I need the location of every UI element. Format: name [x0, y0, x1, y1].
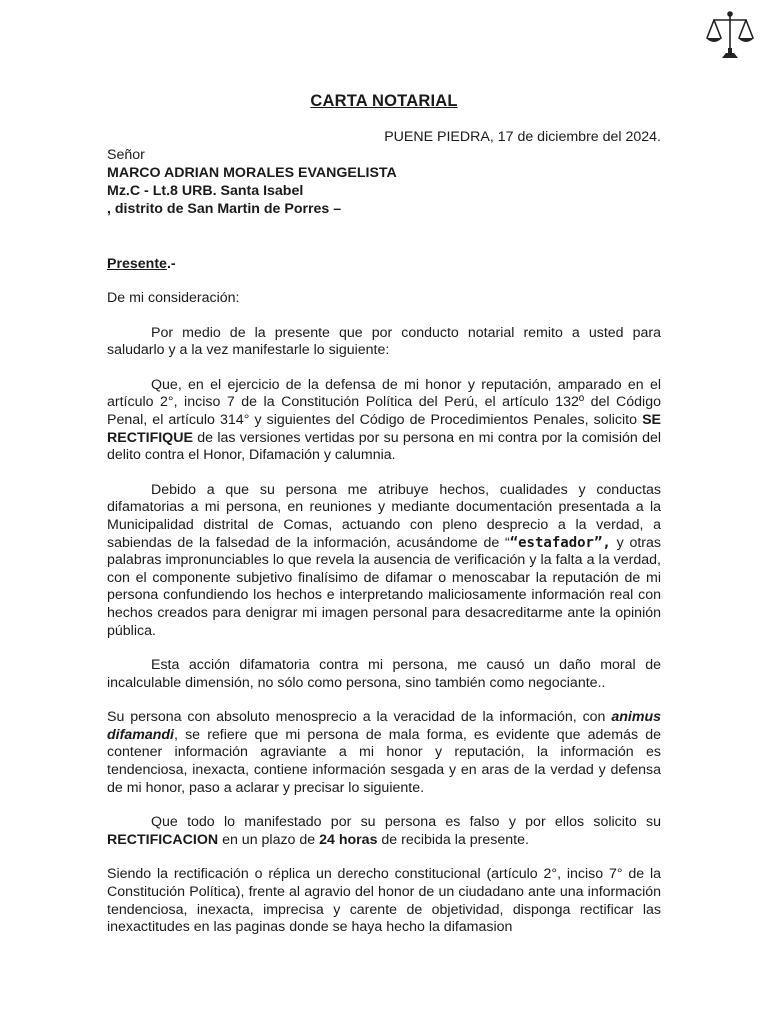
p6-text-a: Que todo lo manifestado por su persona es falso y por ellos solicito su — [151, 814, 661, 831]
paragraph-6 — [107, 814, 661, 849]
paragraph-1: Por medio de la presente que por conducto notarial remito a usted para saludarlo y a la vez manifestarle lo siguiente: — [107, 324, 661, 359]
page-title: CARTA NOTARIAL — [310, 92, 458, 110]
presente-word: Presente — [107, 256, 167, 272]
p6-text-b: en un plazo de — [218, 831, 320, 848]
p2-text-b: de las versiones vertidas por su persona en mi contra por la comisión del delito contra el Honor, Difamación y calumnia. — [107, 429, 661, 464]
greeting: De mi consideración: — [107, 290, 240, 306]
p2-bold: SE RECTIFIQUE — [107, 411, 661, 446]
presente-suffix: .- — [166, 256, 176, 272]
p5-text-a: Su persona con absoluto menosprecio a la veracidad de la información, con — [107, 709, 612, 726]
paragraph-3 — [107, 482, 661, 640]
scales-of-justice-icon — [702, 8, 758, 64]
recipient-name: MARCO ADRIAN MORALES EVANGELISTA — [107, 165, 397, 181]
p5-bold-italic: animus difamandi — [107, 709, 661, 743]
p6-bold-b: 24 horas — [319, 831, 378, 848]
place-date: PUENE PIEDRA, 17 de diciembre del 2024. — [384, 129, 661, 145]
p3-highlight: “estafador”, — [509, 534, 611, 551]
recipient-address-line1: Mz.C - Lt.8 URB. Santa Isabel — [107, 183, 304, 199]
presente-heading — [107, 255, 661, 273]
letter-body — [107, 128, 661, 937]
paragraph-7: Siendo la rectificación o réplica un derecho constitucional (artículo 2°, inciso 7° de la Constitución Política), frente al agravio del honor de un ciudadano ante una información tendenciosa, inexacta, imprecisa y carente de objetividad, disponga rectificar las inexactitudes en las paginas donde se haya hecho la difamasion — [107, 866, 661, 936]
paragraph-5 — [107, 709, 661, 797]
p3-text-b: y otras palabras impronunciables lo que revela la ausencia de verificación y la falta a la verdad, con el componente subjetivo finalísimo de difamar o menoscabar la reputación de mi persona confundiendo los hechos e interpretando maliciosamente información real con hechos creados para denigrar mi imagen personal para desacreditarme ante la opinión pública. — [107, 534, 661, 639]
p6-text-c: de recibida la presente. — [377, 831, 529, 848]
p3-text-a: Debido a que su persona me atribuye hechos, cualidades y conductas difamatorias a mi persona, en reuniones y mediante documentación presentada a la Municipalidad distrital de Comas, actuando con pleno desprecio a la verdad, a sabiendas de la falsedad de la información, acusándome de “ — [107, 481, 661, 551]
p5-text-b: , se refiere que mi persona de mala forma, es evidente que además de contener información agraviante a mi honor y reputación, la información es tendenciosa, inexacta, contiene información sesgada y en aras de la verdad y defensa de mi honor, paso a aclarar y precisar lo siguiente. — [107, 726, 661, 796]
recipient-salutation: Señor — [107, 147, 145, 163]
p6-bold-a: RECTIFICACION — [107, 831, 219, 848]
paragraph-4: Esta acción difamatoria contra mi persona, me causó un daño moral de incalculable dimensión, no sólo como persona, sino también como negociante.. — [107, 657, 661, 691]
recipient-address-line2: , distrito de San Martin de Porres – — [107, 201, 342, 217]
paragraph-2 — [107, 377, 661, 465]
p2-text-a: Que, en el ejercicio de la defensa de mi honor y reputación, amparado en el artículo 2°, inciso 7 de la Constitución Política del Perú, el artículo 132º del Código Penal, el artículo 314° y siguientes del Código de Procedimientos Penales, solicito — [107, 376, 661, 428]
